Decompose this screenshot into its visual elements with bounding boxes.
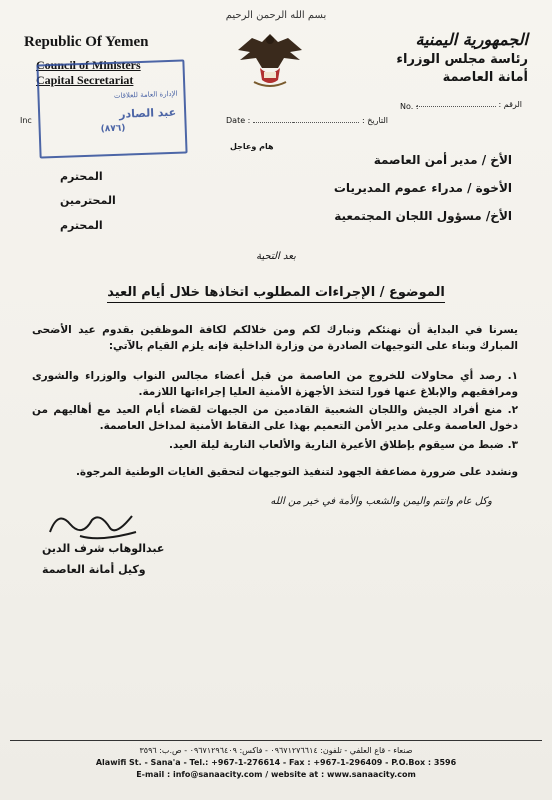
date-ar-line [293, 122, 359, 123]
reference-number-en-field [400, 102, 419, 111]
honorific-3: المحترم [60, 219, 103, 232]
urgency-note: هام وعاجل [230, 142, 274, 151]
greeting: بعد التحية [256, 251, 296, 262]
handwritten-signature-icon [40, 502, 150, 544]
footer-contact: E-mail : info@sanaacity.com / website at : www.sanaacity.com [136, 770, 416, 779]
yemen-eagle-emblem-icon [232, 28, 308, 92]
stamp-department: الإدارة العامة للعلاقات [113, 89, 178, 100]
letterhead-en-line1: Council of Ministers [36, 58, 141, 72]
instruction-item-3: ٣. ضبط من سيقوم بإطلاق الأعيرة النارية والألعاب النارية ليلة العيد. [168, 439, 518, 451]
conclusion-paragraph: ونشدد على ضرورة مضاعفة الجهود لتنفيذ التوجيهات لتحقيق الغايات الوطنية المرجوة. [75, 466, 518, 478]
closing-wishes: وكل عام وانتم واليمن والشعب والأمة في خير من الله [270, 496, 492, 507]
footer-address-ar: صنعاء - قاع العلفي - تلفون: ٠٩٦٧١٢٧٦٦١٤ - فاكس: ٠٩٦٧١٢٩٦٤٠٩ - ص.ب: ٣٥٩٦ [139, 746, 413, 755]
date-ar-field [293, 116, 388, 125]
stamp-name: عبد الصادر [118, 105, 177, 121]
honorific-2: المحترمين [60, 194, 116, 207]
letterhead-ar-title: الجمهورية اليمنية [415, 30, 528, 49]
intro-paragraph: يسرنا في البداية أن نهنئكم ونبارك لكم ومن خلالكم لكافة الموظفين بقدوم عيد الأضحى المبارك وبناء على التوجيهات الصادرة من وزارة الداخلية فإنه يلزم القيام بالآتي: [32, 324, 518, 352]
basmala: بسم الله الرحمن الرحيم [225, 10, 327, 21]
subject-line [0, 285, 552, 300]
footer-address-en: Alawifi St. - Sana'a - Tel.: +967-1-276614 - Fax : +967-1-296409 - P.O.Box : 3596 [95, 758, 457, 767]
addressee-2: الأخوة / مدراء عموم المديريات [333, 181, 512, 195]
addressee-1: الأخ / مدير أمن العاصمة [373, 153, 512, 167]
reference-number-ar-field [416, 100, 522, 109]
honorific-1: المحترم [60, 170, 103, 183]
date-ar-label: التاريخ : [361, 116, 388, 125]
reference-number-en-label: No. : [400, 102, 419, 111]
letterhead-en-title: Republic Of Yemen [24, 34, 149, 50]
stamp-number: (٨٧٦) [100, 123, 126, 135]
instruction-item-1: ١. رصد أي محاولات للخروج من العاصمة من قبل أعضاء مجالس النواب والوزراء والشورى ومرافقيهم والإبلاغ عنها فورا لتتخذ الأجهزة الأمنية العليا إجراءاتها اللازمة. [32, 370, 518, 398]
addressee-3: الأخ/ مسؤول اللجان المجتمعية [334, 209, 512, 223]
signatory-name: عبدالوهاب شرف الدين [42, 542, 165, 555]
letterhead-ar-line2: أمانة العاصمة [442, 70, 528, 85]
reference-number-ar-line [416, 106, 496, 107]
letterhead-ar-line1: رئاسة مجلس الوزراء [396, 52, 528, 67]
reference-number-ar-label: الرقم : [498, 100, 522, 109]
footer-divider [10, 740, 542, 741]
instruction-item-2: ٢. منع أفراد الجيش واللجان الشعبية القادمين من الجبهات لقضاء أيام العيد مع أهاليهم من دخول العاصمة وعلى مدير الأمن التعميم بهذا على النقاط الأمنية لمداخل العاصمة. [32, 404, 518, 432]
incoming-stamp [36, 59, 187, 158]
date-en-label: Date : [226, 116, 251, 125]
signatory-title: وكيل أمانة العاصمة [42, 563, 146, 576]
inc-field [20, 116, 32, 125]
subject-text: الموضوع / الإجراءات المطلوب اتخاذها خلال أيام العيد [107, 285, 445, 303]
inc-label: Inc [20, 116, 32, 125]
letterhead-en-line2: Capital Secretariat [36, 73, 134, 87]
